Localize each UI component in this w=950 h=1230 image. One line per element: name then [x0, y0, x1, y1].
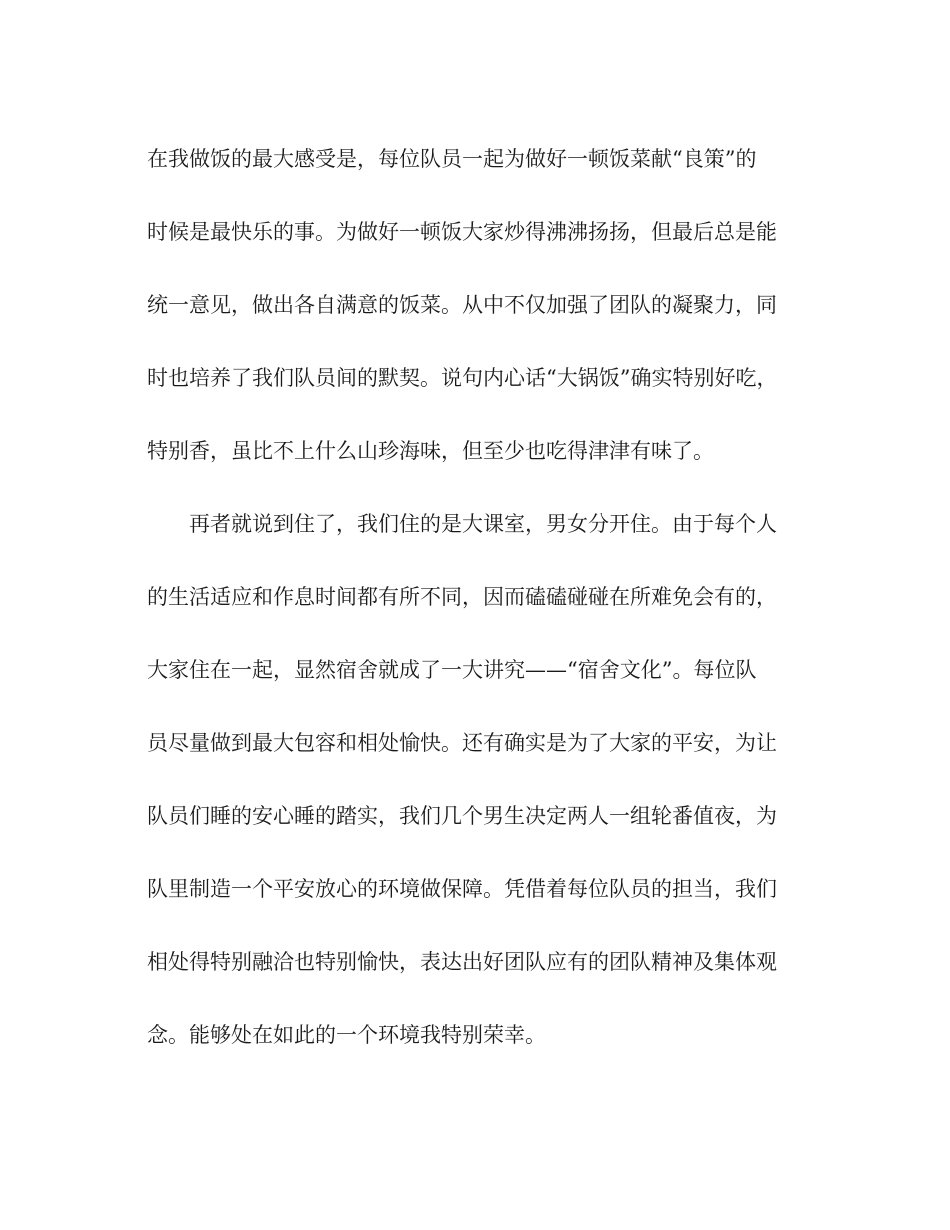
paragraph-2-line-4: 员尽量做到最大包容和相处愉快。还有确实是为了大家的平安，为让: [147, 731, 777, 755]
paragraph-2-line-7: 相处得特别融洽也特别愉快，表达出好团队应有的团队精神及集体观: [147, 950, 777, 974]
paragraph-1-line-1: 在我做饭的最大感受是，每位队员一起为做好一顿饭菜献“良策”的: [147, 147, 757, 171]
paragraph-1-line-3: 统一意见，做出各自满意的饭菜。从中不仅加强了团队的凝聚力，同: [147, 293, 777, 317]
paragraph-2-line-8: 念。能够处在如此的一个环境我特别荣幸。: [147, 1023, 546, 1047]
paragraph-2-line-5: 队员们睡的安心睡的踏实，我们几个男生决定两人一组轮番值夜，为: [147, 804, 777, 828]
paragraph-1-line-5: 特别香，虽比不上什么山珍海味，但至少也吃得津津有味了。: [147, 439, 714, 463]
paragraph-2-line-1: 再者就说到住了，我们住的是大课室，男女分开住。由于每个人: [189, 512, 777, 536]
document-body: [147, 136, 807, 1085]
paragraph-1-line-2: 时候是最快乐的事。为做好一顿饭大家炒得沸沸扬扬，但最后总是能: [147, 220, 777, 244]
paragraph-2-line-6: 队里制造一个平安放心的环境做保障。凭借着每位队员的担当，我们: [147, 877, 777, 901]
paragraph-2-line-2: 的生活适应和作息时间都有所不同，因而磕磕碰碰在所难免会有的，: [147, 585, 777, 609]
paragraph-1-line-4: 时也培养了我们队员间的默契。说句内心话“大锅饭”确实特别好吃，: [147, 366, 778, 390]
paragraph-2-line-3: 大家住在一起，显然宿舍就成了一大讲究——“宿舍文化”。每位队: [147, 658, 757, 682]
